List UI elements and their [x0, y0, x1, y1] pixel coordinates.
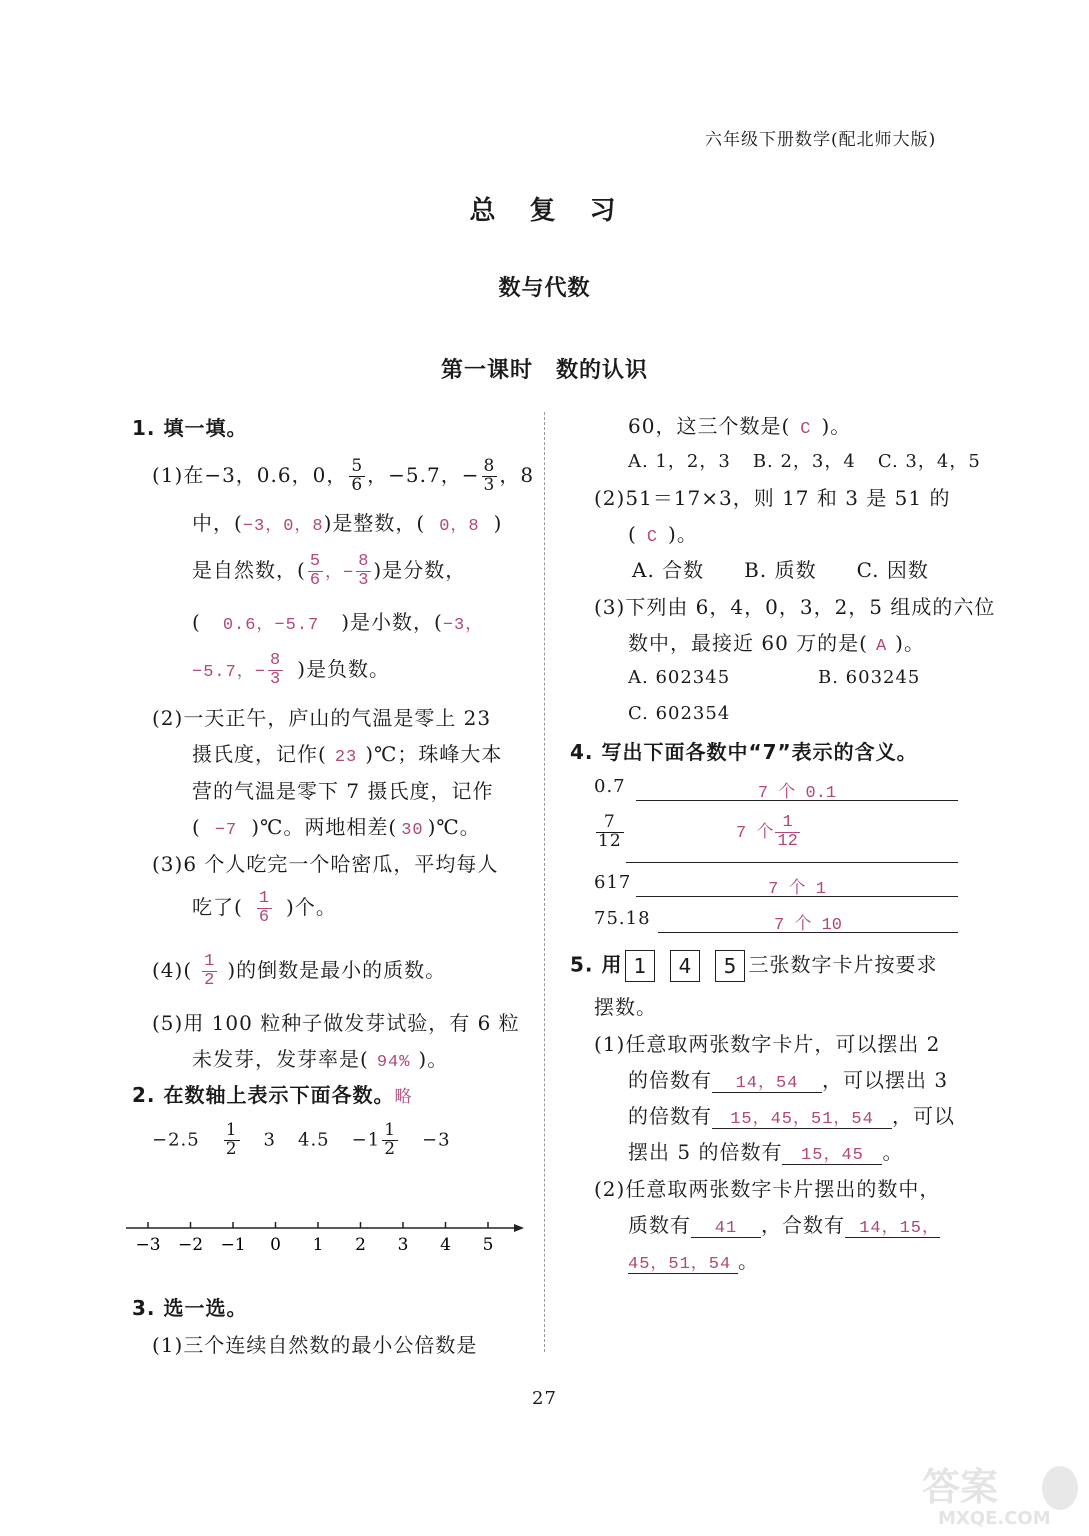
q5-p2-line3: 45，51，54 。: [628, 1249, 759, 1274]
q3-p3-line2: 数中，最接近 60 万的是( A )。: [628, 631, 925, 656]
q4-row2-blank: [626, 862, 958, 863]
number-line-tick-label: −1: [220, 1235, 246, 1255]
number-line-tick-label: −3: [135, 1235, 161, 1255]
number-line-arrow: [514, 1224, 524, 1232]
q4-row3-answer: 7 个 1: [768, 880, 826, 899]
q1-p1-line1: (1)在−3，0.6，0， $\frac{5}{6}$ ，−5.7，− $\frac{8}{3}$ ，8: [152, 456, 535, 495]
q5-p1-line4: 摆出 5 的倍数有 15，45 。: [628, 1140, 904, 1165]
q1-p1-line5: −5.7，− $\frac{8}{3}$ )是负数。: [192, 651, 391, 689]
option: A. 合数: [632, 558, 705, 582]
q4-heading: 4. 写出下面各数中“7”表示的含义。: [570, 740, 918, 764]
q4-row4-answer: 7 个 10: [773, 916, 842, 935]
q1-p1-line4: ( 0.6，−5.7 )是小数，(−3，: [192, 610, 484, 635]
q4-row1-number: 0.7: [594, 776, 626, 797]
q5-p1-line2: 的倍数有 14，54 ，可以摆出 3: [628, 1068, 949, 1093]
q2-numbers: −2.5 $\frac{1}{2}$ 3 4.5 −1 $\frac{1}{2}$ −3: [152, 1120, 451, 1159]
q4-row3-blank: [636, 896, 958, 897]
page-title: 总 复 习: [469, 196, 620, 226]
q1-p1-line3: 是自然数，( $\frac{5}{6}$ ，− $\frac{8}{3}$ )是分数，: [192, 552, 467, 590]
option: C. 因数: [856, 558, 929, 582]
answer: 0.6，−5.7: [222, 616, 320, 635]
number-line-tick-label: 1: [312, 1235, 324, 1255]
q5-p2-line2: 质数有 41 ，合数有 14，15，: [628, 1213, 940, 1238]
svg-text:答案: 答案: [922, 1465, 999, 1509]
q5-heading-line2: 摆数。: [594, 995, 657, 1019]
q3-p1-line2: 60，这三个数是( C )。: [628, 414, 852, 439]
digit-card: 5: [715, 950, 745, 982]
q4-row4-blank: [658, 932, 958, 933]
lesson-title: 第一课时 数的认识: [440, 358, 648, 383]
q3-heading: 3. 选一选。: [132, 1296, 248, 1320]
q1-p5-line2: 未发芽，发芽率是( 94% )。: [192, 1047, 449, 1072]
q5-heading: 5. 用 1 4 5 三张数字卡片按要求: [570, 950, 937, 982]
number-line-tick-label: 5: [482, 1235, 494, 1255]
q3-p1-line1: (1)三个连续自然数的最小公倍数是: [152, 1333, 478, 1357]
q1-p4: (4)( $\frac{1}{2}$ )的倒数是最小的质数。: [152, 952, 447, 990]
q1-p2-line3: 营的气温是零下 7 摄氏度，记作: [192, 779, 494, 803]
q4-row1-blank: [636, 800, 958, 801]
option: B. 2，3，4: [752, 451, 856, 472]
q3-p2-line2: ( C )。: [628, 522, 698, 547]
q1-p5-line1: (5)用 100 粒种子做发芽试验，有 6 粒: [152, 1011, 520, 1035]
number-line-tick-label: 3: [397, 1235, 409, 1255]
q5-p1-line1: (1)任意取两张数字卡片，可以摆出 2: [594, 1032, 941, 1056]
q1-p2-line1: (2)一天正午，庐山的气温是零上 23: [152, 706, 492, 730]
q3-p3-line1: (3)下列由 6，4，0，3，2，5 组成的六位: [594, 595, 996, 619]
q3-p3-option-a: A. 602345: [628, 667, 731, 688]
number-line-tick-label: 4: [440, 1235, 451, 1255]
digit-card: 1: [625, 950, 655, 982]
option: B. 质数: [744, 558, 817, 582]
q1-heading: 1. 填一填。: [132, 416, 248, 440]
column-divider: [544, 412, 545, 1352]
q1-p1-line2: 中，(−3，0，8)是整数，( 0，8 ): [192, 511, 503, 536]
q1-p2-line2: 摄氏度，记作( 23 )℃；珠峰大本: [192, 742, 503, 767]
q4-row4-number: 75.18: [594, 908, 651, 929]
q3-p2-line1: (2)51＝17×3，则 17 和 3 是 51 的: [594, 486, 951, 510]
q3-p3-option-b: B. 603245: [818, 667, 921, 688]
answer: −3，: [442, 616, 484, 635]
q4-row2-answer: 7 个 $\frac{1}{12}$: [736, 813, 798, 851]
answer: 0，8: [439, 517, 480, 536]
q2-heading: 2. 在数轴上表示下面各数。略: [132, 1083, 413, 1107]
header-subject: 六年级下册数学(配北师大版): [705, 130, 937, 150]
unit-title: 数与代数: [498, 276, 591, 301]
q1-p3-line1: (3)6 个人吃完一个哈密瓜，平均每人: [152, 852, 499, 876]
option: A. 1，2，3: [628, 451, 731, 472]
svg-text:MXQE.COM: MXQE.COM: [938, 1508, 1051, 1528]
option: C. 3，4，5: [877, 451, 981, 472]
q4-row1-answer: 7 个 0.1: [757, 784, 837, 803]
q5-p2-line1: (2)任意取两张数字卡片摆出的数中，: [594, 1177, 941, 1201]
watermark-logo: [918, 1458, 1078, 1528]
q3-p3-option-c: C. 602354: [628, 703, 731, 724]
number-line-tick-label: −2: [177, 1235, 204, 1255]
answer: −3，0，8: [242, 517, 324, 536]
q4-row3-number: 617: [594, 872, 632, 893]
page-number: 27: [532, 1388, 557, 1409]
q4-row2-number: $\frac{7}{12}$: [598, 812, 622, 851]
q1-p2-line4: ( −7 )℃。两地相差( 30 )℃。: [192, 815, 481, 840]
q1-p3-line2: 吃了( $\frac{1}{6}$ )个。: [192, 889, 337, 927]
number-line-tick-label: 2: [355, 1235, 366, 1255]
q3-p2-options: [632, 560, 929, 580]
q3-p1-options: [628, 453, 981, 471]
number-line: [126, 1218, 526, 1262]
number-line-tick-label: 0: [270, 1235, 281, 1255]
q5-p1-line3: 的倍数有 15，45，51，54 ，可以: [628, 1104, 955, 1129]
digit-card: 4: [670, 950, 700, 982]
